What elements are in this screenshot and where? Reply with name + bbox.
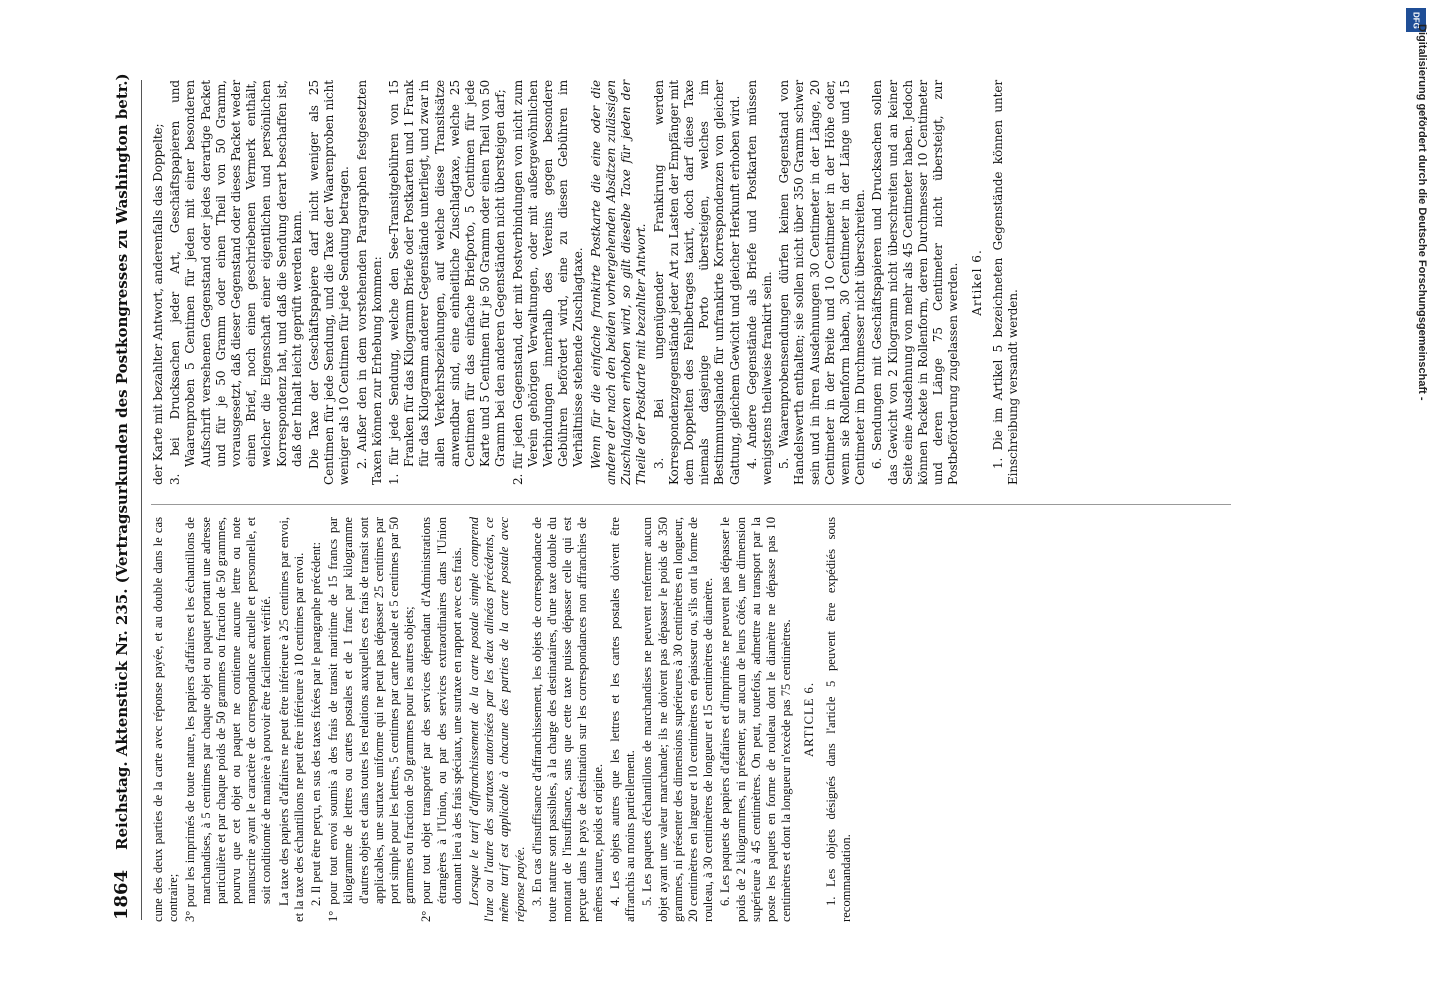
fr-paragraph: 2. Il peut être perçu, en sus des taxes fixées par le paragraphe précédent:	[309, 541, 324, 906]
fr-paragraph: 4. Les objets autres que les lettres et les cartes postales doivent être affranchis au moins partiellement.	[607, 517, 638, 922]
de-paragraph: Wenn für die einfache frankirte Postkarte die eine oder die andere der nach den beiden vorhergehenden Absätzen zulässigen Zuschlagtaxen erhoben wird, so gilt dieselbe Taxe für jeden der Theile der Postkarte mit bezahlter Antwort.	[588, 80, 649, 485]
column-divider	[151, 504, 1231, 505]
fr-paragraph: 5. Les paquets d'échantillons de marchandises ne peuvent renfermer aucun objet ayant une valeur marchande; ils ne doivent pas dépasser le poids de 350 grammes, ni présenter des dimensions supérieures à 30 centimètres en longueur, 20 centimètres en largeur et 10 centimètres en épaisseur ou, s'ils ont la forme de rouleau, à 30 centimètres de longueur et 15 centimètres de diamètre.	[640, 517, 716, 922]
fr-paragraph: La taxe des papiers d'affaires ne peut être inférieure à 25 centimes par envoi, et la taxe des échantillons ne peut être inférieure à 10 centimes par envoi.	[276, 517, 306, 922]
fr-paragraph: cune des deux parties de la carte avec réponse payée, et au double dans le cas contraire;	[151, 517, 181, 922]
de-paragraph: der Karte mit bezahlter Antwort, anderenfalls das Doppelte;	[151, 123, 165, 485]
german-column	[151, 80, 1023, 485]
page-number: 1864	[111, 869, 132, 920]
dfg-sidebar	[1406, 4, 1430, 1000]
page-header	[107, 73, 141, 920]
fr-paragraph: 2° pour tout objet transporté par des services dépendant d'Administrations étrangères à l'Union, ou par des services extraordinaires dans l'Union donnant lieu à des frais spéciaux, une surtaxe en rapport avec ces frais.	[419, 517, 464, 922]
de-paragraph: 4. Andere Gegenstände als Briefe und Postkarten müssen wenigstens theilweise frankirt sein.	[744, 80, 774, 485]
de-paragraph: 3. bei Drucksachen jeder Art, Geschäftspapieren und Waarenproben 5 Centimen für jeden mit einer besonderen Aufschrift versehenen Gegenstand oder jedes derartige Packet und für je 50 Gramm oder einen Theil von 50 Gramm, vorausgesetzt, daß dieser Gegenstand oder dieses Packet weder einen Brief, noch einen geschriebenen Vermerk enthält, welcher die Eigenschaft einer eigentlichen und persönlichen Korrespondenz hat, und daß die Sendung derart beschaffen ist, daß der Inhalt leicht geprüft werden kann.	[168, 80, 304, 485]
de-paragraph: 2. Außer den in dem vorstehenden Paragraphen festgesetzten Taxen können zur Erhebung kommen:	[354, 80, 384, 485]
de-paragraph: Die Taxe der Geschäftspapiere darf nicht weniger als 25 Centimen für jede Sendung, und die Taxe der Waarenproben nicht weniger als 10 Centimen für jede Sendung betragen.	[307, 80, 352, 485]
de-paragraph: 2. für jeden Gegenstand, der mit Postverbindungen von nicht zum Verein gehörigen Verwaltungen, oder mit außergewöhnlichen Verbindungen innerhalb des Vereins gegen besondere Gebühren befördert wird, eine zu diesen Gebühren im Verhältnisse stehende Zuschlagtaxe.	[510, 80, 586, 485]
de-paragraph: 1. Die im Artikel 5 bezeichneten Gegenstände können unter Einschreibung versandt werden.	[990, 80, 1020, 485]
dfg-logo: DFG	[1406, 8, 1426, 32]
de-paragraph: 5. Waarenprobensendungen dürfen keinen Gegenstand von Handelswerth enthalten; sie sollen nicht über 350 Gramm schwer sein und in ihren Ausdehnungen 30 Centimeter in der Länge, 20 Centimeter in der Breite und 10 Centimeter in der Höhe oder, wenn sie Rollenform haben, 30 Centimeter in der Länge und 15 Centimeter im Durchmesser nicht überschreiten.	[777, 80, 868, 485]
document-page	[67, 40, 1367, 960]
french-column	[151, 517, 856, 922]
de-paragraph: 6. Sendungen mit Geschäftspapieren und Drucksachen sollen das Gewicht von 2 Kilogramm nicht überschreiten und an keiner Seite eine Ausdehnung von mehr als 45 Centimeter haben. Jedoch können Packete in Rollenform, deren Durchmesser 10 Centimeter und deren Länge 75 Centimeter nicht übersteigt, zur Postbeförderung zugelassen werden.	[870, 80, 961, 485]
fr-paragraph: 3. En cas d'insuffisance d'affranchissement, les objets de correspondance de toute nature sont passibles, à la charge des destinataires, d'une taxe double du montant de l'insuffisance, sans que cette taxe puisse dépasser celle qui est perçue dans le pays de destination sur les correspondances non affranchies de mêmes nature, poids et origine.	[529, 517, 605, 922]
fr-paragraph: Lorsque le tarif d'affranchissement de la carte postale simple comprend l'une ou l'autre des surtaxes autorisées par les deux alinéas précédents, ce même tarif est applicable à chacune des parties de la carte postale avec réponse payée.	[467, 517, 527, 922]
de-article-heading: Artikel 6.	[969, 249, 984, 316]
de-paragraph: 3. Bei ungenügender Frankirung werden Korrespondenzgegenstände jeder Art zu Lasten der Empfänger mit dem Doppelten des Fehlbetrages taxirt, doch darf diese Taxe niemals dasjenige Porto übersteigen, welches im Bestimmungslande für unfrankirte Korrespondenzen von gleicher Gattung, gleichem Gewicht und gleicher Herkunft erhoben wird.	[651, 80, 742, 485]
fr-paragraph: 3° pour les imprimés de toute nature, les papiers d'affaires et les échantillons de marchandises, à 5 centimes par chaque objet ou paquet portant une adresse particulière et par chaque poids de 50 grammes ou fraction de 50 grammes, pourvu que cet objet ou paquet ne contienne aucune lettre ou note manuscrite ayant le caractère de correspondance actuelle et personnelle, et soit conditionné de manière à pouvoir être facilement vérifié.	[183, 517, 274, 922]
header-rule	[141, 80, 142, 920]
fr-paragraph: 6. Les paquets de papiers d'affaires et d'imprimés ne peuvent pas dépasser le poids de 2 kilogrammes, ni présenter, sur aucun de leurs côtés, une dimension supérieure à 45 centimètres. On peut, toutefois, admettre au transport par la poste les paquets en forme de rouleau dont le diamètre ne dépasse pas 10 centimètres et dont la longueur n'excède pas 75 centimètres.	[718, 517, 794, 922]
digitization-note: Digitalisierung gefördert durch die Deutsche Forschungsgemeinschaft -	[1416, 24, 1428, 401]
fr-paragraph: 1. Les objets désignés dans l'article 5 peuvent être expédiés sous recommandation.	[823, 517, 853, 922]
fr-article-heading: ARTICLE 6.	[802, 682, 817, 758]
fr-paragraph: 1° pour tout envoi soumis à des frais de transit maritime de 15 francs par kilogramme de lettres ou cartes postales et de 1 franc par kilogramme d'autres objets et dans toutes les relations auxquelles ces frais de transit sont applicables, une surtaxe uniforme qui ne peut pas dépasser 25 centimes par port simple pour les lettres, 5 centimes par carte postale et 5 centimes par 50 grammes ou fraction de 50 grammes pour les autres objets;	[326, 517, 417, 922]
de-paragraph: 1. für jede Sendung, welche den See-Transitgebühren von 15 Franken für das Kilogramm Briefe oder Postkarten und 1 Frank für das Kilogramm anderer Gegenstände unterliegt, und zwar in allen Verkehrsbeziehungen, auf welche diese Transitsätze anwendbar sind, eine einheitliche Zuschlagtaxe, welche 25 Centimen für das einfache Briefporto, 5 Centimen für jede Karte und 5 Centimen für je 50 Gramm oder einen Theil von 50 Gramm bei den anderen Gegenständen nicht übersteigen darf;	[387, 79, 508, 485]
running-title: Reichstag. Aktenstück Nr. 235. (Vertragsurkunden des Postkongresses zu Washington betr.)	[113, 73, 131, 850]
